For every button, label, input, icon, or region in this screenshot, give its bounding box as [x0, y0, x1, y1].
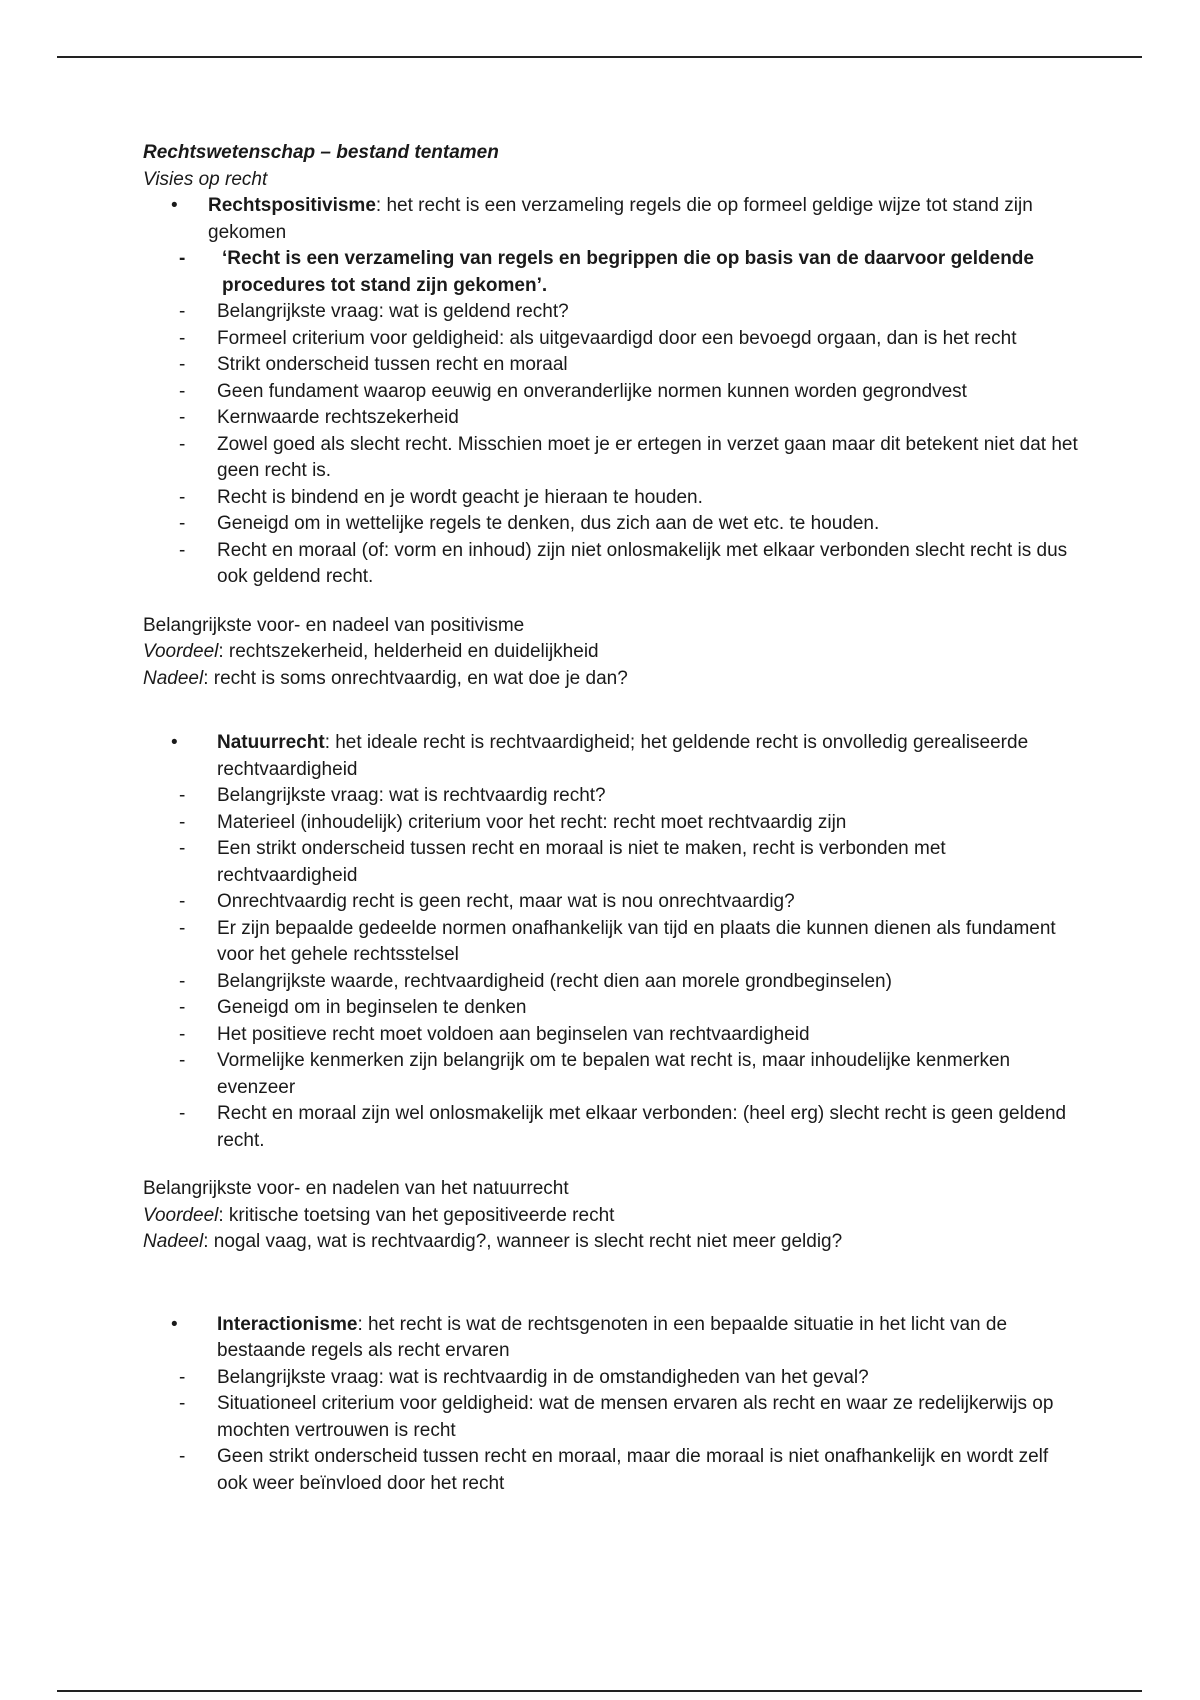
positivisme-nadeel: [143, 666, 1083, 693]
nadeel-text: : nogal vaag, wat is rechtvaardig?, wanneer is slecht recht niet meer geldig?: [203, 1231, 843, 1252]
natuurrecht-voordeel: [143, 1203, 1083, 1230]
natuurrecht-list: [143, 730, 1083, 1154]
term-definition: : het recht is een verzameling regels die op formeel geldige wijze tot stand zijn gekomen: [208, 195, 1033, 243]
list-item: - Kernwaarde rechtszekerheid: [143, 405, 1083, 432]
list-item: - Belangrijkste vraag: wat is rechtvaardig recht?: [143, 783, 1083, 810]
nadeel-label: Nadeel: [143, 667, 204, 689]
list-item: - Materieel (inhoudelijk) criterium voor het recht: recht moet rechtvaardig zijn: [143, 810, 1083, 837]
term-label: Interactionisme: [217, 1313, 358, 1335]
header-rule: [57, 56, 1142, 58]
voordeel-label: Voordeel: [143, 1204, 219, 1226]
list-item: - Formeel criterium voor geldigheid: als uitgevaardigd door een bevoegd orgaan, dan is het recht: [143, 326, 1083, 353]
list-item: - Belangrijkste vraag: wat is rechtvaardig in de omstandigheden van het geval?: [143, 1365, 1083, 1392]
list-item: - Belangrijkste waarde, rechtvaardigheid (recht dien aan morele grondbeginselen): [143, 969, 1083, 996]
interactionisme-list: [143, 1312, 1083, 1498]
voordeel-label: Voordeel: [143, 641, 219, 662]
list-item: - Geen fundament waarop eeuwig en onveranderlijke normen kunnen worden gegrondvest: [143, 379, 1083, 406]
term-label: Rechtspositivisme: [208, 195, 376, 216]
list-item: - Geneigd om in wettelijke regels te denken, dus zich aan de wet etc. te houden.: [143, 511, 1083, 538]
voordeel-text: : kritische toetsing van het gepositiveerde recht: [218, 1204, 615, 1226]
list-item: - ‘Recht is een verzameling van regels en begrippen die op basis van de daarvoor geldende procedures tot stand zijn gekomen’.: [143, 246, 1083, 299]
list-item: [143, 730, 1083, 783]
list-item: - Situationeel criterium voor geldigheid: wat de mensen ervaren als recht en waar ze redelijkerwijs op mochten vertrouwen is recht: [143, 1391, 1083, 1444]
section-heading: Visies op recht: [143, 168, 268, 190]
list-item: - Zowel goed als slecht recht. Misschien moet je er ertegen in verzet gaan maar dit betekent niet dat het geen recht is.: [143, 432, 1083, 485]
document-body: [143, 140, 1083, 1497]
list-item: - Een strikt onderscheid tussen recht en moraal is niet te maken, recht is verbonden met rechtvaardigheid: [143, 836, 1083, 889]
list-item: - Geen strikt onderscheid tussen recht en moraal, maar die moraal is niet onafhankelijk en wordt zelf ook weer beïnvloed door het recht: [143, 1444, 1083, 1497]
list-item: - Recht en moraal zijn wel onlosmakelijk met elkaar verbonden: (heel erg) slecht recht is geen geldend recht.: [143, 1101, 1083, 1154]
list-item: - Recht en moraal (of: vorm en inhoud) zijn niet onlosmakelijk met elkaar verbonden slecht recht is dus ook geldend recht.: [143, 538, 1083, 591]
list-item: - Het positieve recht moet voldoen aan beginselen van rechtvaardigheid: [143, 1022, 1083, 1049]
list-item: - Recht is bindend en je wordt geacht je hieraan te houden.: [143, 485, 1083, 512]
positivisme-summary-heading: Belangrijkste voor- en nadeel van positivisme: [143, 614, 525, 636]
document-title: Rechtswetenschap – bestand tentamen: [143, 142, 499, 163]
list-item: - Er zijn bepaalde gedeelde normen onafhankelijk van tijd en plaats die kunnen dienen als fundament voor het gehele rechtsstelsel: [143, 916, 1083, 969]
list-item: - Belangrijkste vraag: wat is geldend recht?: [143, 299, 1083, 326]
natuurrecht-summary-heading: Belangrijkste voor- en nadelen van het natuurrecht: [143, 1178, 569, 1199]
list-item: - Vormelijke kenmerken zijn belangrijk om te bepalen wat recht is, maar inhoudelijke kenmerken evenzeer: [143, 1048, 1083, 1101]
term-label: Natuurrecht: [217, 732, 325, 753]
footer-rule: [57, 1690, 1142, 1692]
list-item: - Onrechtvaardig recht is geen recht, maar wat is nou onrechtvaardig?: [143, 889, 1083, 916]
list-item: [143, 193, 1083, 246]
nadeel-text: : recht is soms onrechtvaardig, en wat doe je dan?: [203, 667, 628, 689]
natuurrecht-nadeel: [143, 1229, 1083, 1256]
list-item: [143, 1312, 1083, 1365]
term-definition: : het ideale recht is rechtvaardigheid; het geldende recht is onvolledig gerealiseerde rechtvaardigheid: [217, 732, 1029, 780]
nadeel-label: Nadeel: [143, 1231, 204, 1252]
list-item: - Geneigd om in beginselen te denken: [143, 995, 1083, 1022]
term-definition: : het recht is wat de rechtsgenoten in een bepaalde situatie in het licht van de bestaande regels als recht ervaren: [217, 1313, 1008, 1361]
list-item: - Strikt onderscheid tussen recht en moraal: [143, 352, 1083, 379]
positivisme-voordeel: [143, 639, 1083, 666]
positivisme-list: [143, 193, 1083, 591]
voordeel-text: : rechtszekerheid, helderheid en duidelijkheid: [218, 641, 599, 662]
